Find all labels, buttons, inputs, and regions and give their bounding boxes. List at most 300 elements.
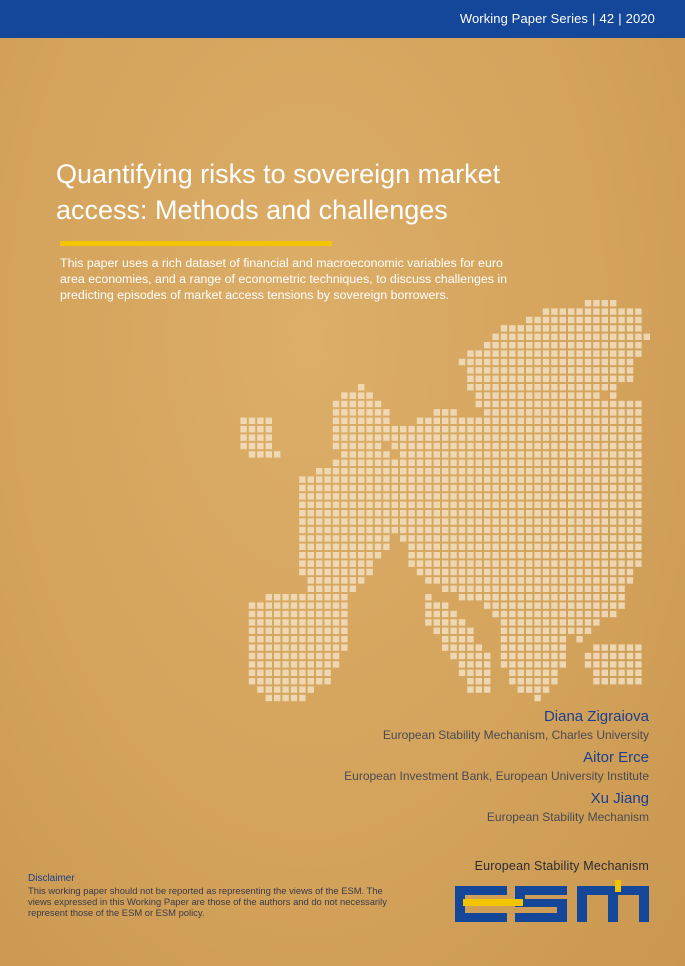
map-dot	[450, 510, 456, 516]
map-dot	[627, 342, 633, 348]
map-dot	[526, 535, 532, 541]
map-dot	[366, 569, 372, 575]
map-dot	[560, 502, 566, 508]
map-dot	[459, 544, 465, 550]
map-dot	[417, 468, 423, 474]
map-dot	[518, 493, 524, 499]
map-dot	[560, 468, 566, 474]
map-dot	[492, 586, 498, 592]
map-dot	[392, 426, 398, 432]
map-dot	[576, 418, 582, 424]
map-dot	[392, 476, 398, 482]
map-dot	[408, 502, 414, 508]
map-dot	[476, 426, 482, 432]
map-dot	[459, 485, 465, 491]
map-dot	[518, 426, 524, 432]
map-dot	[316, 569, 322, 575]
map-dot	[576, 502, 582, 508]
map-dot	[249, 611, 255, 617]
map-dot	[375, 502, 381, 508]
map-dot	[602, 560, 608, 566]
map-dot	[417, 460, 423, 466]
map-dot	[341, 510, 347, 516]
map-dot	[610, 644, 616, 650]
map-dot	[518, 577, 524, 583]
map-dot	[333, 644, 339, 650]
map-dot	[593, 602, 599, 608]
map-dot	[501, 376, 507, 382]
map-dot	[610, 451, 616, 457]
map-dot	[492, 485, 498, 491]
map-dot	[375, 460, 381, 466]
map-dot	[618, 367, 624, 373]
map-dot	[492, 434, 498, 440]
map-dot	[635, 493, 641, 499]
map-dot	[400, 493, 406, 499]
map-dot	[299, 527, 305, 533]
map-dot	[518, 460, 524, 466]
map-dot	[602, 485, 608, 491]
map-dot	[350, 527, 356, 533]
map-dot	[576, 577, 582, 583]
map-dot	[442, 552, 448, 558]
map-dot	[450, 552, 456, 558]
map-dot	[568, 409, 574, 415]
map-dot	[560, 334, 566, 340]
map-dot	[408, 493, 414, 499]
map-dot	[375, 443, 381, 449]
map-dot	[568, 510, 574, 516]
map-dot	[291, 636, 297, 642]
map-dot	[568, 376, 574, 382]
map-dot	[442, 434, 448, 440]
map-dot	[350, 577, 356, 583]
map-dot	[450, 518, 456, 524]
map-dot	[341, 476, 347, 482]
map-dot	[551, 552, 557, 558]
map-dot	[249, 434, 255, 440]
map-dot	[476, 577, 482, 583]
map-dot	[560, 426, 566, 432]
map-dot	[282, 628, 288, 634]
map-dot	[560, 342, 566, 348]
map-dot	[585, 300, 591, 306]
map-dot	[450, 426, 456, 432]
map-dot	[568, 552, 574, 558]
map-dot	[585, 334, 591, 340]
map-dot	[425, 485, 431, 491]
map-dot	[383, 535, 389, 541]
map-dot	[551, 359, 557, 365]
map-dot	[492, 476, 498, 482]
map-dot	[476, 686, 482, 692]
map-dot	[602, 544, 608, 550]
map-dot	[492, 350, 498, 356]
map-dot	[492, 468, 498, 474]
map-dot	[274, 602, 280, 608]
map-dot	[560, 611, 566, 617]
map-dot	[459, 560, 465, 566]
map-dot	[610, 460, 616, 466]
map-dot	[618, 401, 624, 407]
map-dot	[618, 359, 624, 365]
map-dot	[417, 418, 423, 424]
map-dot	[627, 334, 633, 340]
map-dot	[551, 468, 557, 474]
map-dot	[476, 350, 482, 356]
map-dot	[610, 342, 616, 348]
map-dot	[459, 661, 465, 667]
map-dot	[635, 317, 641, 323]
map-dot	[333, 611, 339, 617]
map-dot	[375, 468, 381, 474]
map-dot	[526, 628, 532, 634]
map-dot	[509, 644, 515, 650]
map-dot	[308, 678, 314, 684]
map-dot	[618, 493, 624, 499]
map-dot	[467, 552, 473, 558]
map-dot	[291, 611, 297, 617]
map-dot	[299, 485, 305, 491]
map-dot	[543, 510, 549, 516]
map-dot	[492, 451, 498, 457]
map-dot	[442, 602, 448, 608]
map-dot	[366, 560, 372, 566]
map-dot	[467, 670, 473, 676]
map-dot	[618, 544, 624, 550]
map-dot	[526, 678, 532, 684]
map-dot	[492, 560, 498, 566]
map-dot	[576, 325, 582, 331]
map-dot	[551, 644, 557, 650]
map-dot	[501, 510, 507, 516]
map-dot	[534, 468, 540, 474]
map-dot	[602, 468, 608, 474]
map-dot	[610, 443, 616, 449]
map-dot	[324, 535, 330, 541]
map-dot	[576, 476, 582, 482]
map-dot	[257, 418, 263, 424]
map-dot	[324, 518, 330, 524]
map-dot	[509, 535, 515, 541]
map-dot	[308, 560, 314, 566]
map-dot	[576, 493, 582, 499]
map-dot	[467, 577, 473, 583]
map-dot	[560, 569, 566, 575]
map-dot	[492, 518, 498, 524]
map-dot	[442, 560, 448, 566]
map-dot	[560, 518, 566, 524]
map-dot	[585, 569, 591, 575]
map-dot	[509, 518, 515, 524]
map-dot	[518, 653, 524, 659]
map-dot	[576, 443, 582, 449]
map-dot	[459, 594, 465, 600]
map-dot	[341, 418, 347, 424]
map-dot	[240, 426, 246, 432]
map-dot	[585, 460, 591, 466]
map-dot	[560, 485, 566, 491]
map-dot	[476, 569, 482, 575]
map-dot	[467, 367, 473, 373]
map-dot	[442, 527, 448, 533]
map-dot	[341, 443, 347, 449]
map-dot	[476, 518, 482, 524]
map-dot	[257, 661, 263, 667]
map-dot	[274, 594, 280, 600]
map-dot	[526, 342, 532, 348]
map-dot	[459, 527, 465, 533]
map-dot	[366, 527, 372, 533]
map-dot	[442, 493, 448, 499]
map-dot	[476, 586, 482, 592]
map-dot	[543, 661, 549, 667]
map-dot	[518, 325, 524, 331]
map-dot	[324, 628, 330, 634]
map-dot	[333, 560, 339, 566]
map-dot	[568, 392, 574, 398]
map-dot	[501, 644, 507, 650]
map-dot	[282, 678, 288, 684]
map-dot	[618, 569, 624, 575]
map-dot	[316, 502, 322, 508]
map-dot	[358, 476, 364, 482]
map-dot	[501, 384, 507, 390]
map-dot	[518, 644, 524, 650]
map-dot	[484, 560, 490, 566]
map-dot	[585, 628, 591, 634]
map-dot	[459, 577, 465, 583]
map-dot	[509, 619, 515, 625]
map-dot	[560, 409, 566, 415]
map-dot	[526, 544, 532, 550]
map-dot	[534, 334, 540, 340]
map-dot	[350, 569, 356, 575]
map-dot	[534, 418, 540, 424]
map-dot	[568, 602, 574, 608]
map-dot	[551, 628, 557, 634]
map-dot	[459, 535, 465, 541]
map-dot	[543, 334, 549, 340]
map-dot	[526, 350, 532, 356]
map-dot	[551, 502, 557, 508]
map-dot	[274, 653, 280, 659]
map-dot	[635, 476, 641, 482]
map-dot	[509, 434, 515, 440]
map-dot	[576, 350, 582, 356]
map-dot	[333, 460, 339, 466]
map-dot	[341, 392, 347, 398]
map-dot	[375, 401, 381, 407]
map-dot	[585, 401, 591, 407]
map-dot	[526, 611, 532, 617]
map-dot	[509, 384, 515, 390]
map-dot	[316, 594, 322, 600]
map-dot	[526, 686, 532, 692]
map-dot	[257, 602, 263, 608]
map-dot	[501, 569, 507, 575]
map-dot	[509, 611, 515, 617]
map-dot	[526, 426, 532, 432]
map-dot	[501, 527, 507, 533]
map-dot	[492, 426, 498, 432]
map-dot	[585, 392, 591, 398]
map-dot	[585, 359, 591, 365]
map-dot	[299, 502, 305, 508]
map-dot	[266, 451, 272, 457]
map-dot	[434, 451, 440, 457]
map-dot	[526, 636, 532, 642]
map-dot	[266, 678, 272, 684]
map-dot	[383, 527, 389, 533]
map-dot	[434, 611, 440, 617]
map-dot	[585, 367, 591, 373]
map-dot	[560, 644, 566, 650]
map-dot	[366, 468, 372, 474]
map-dot	[476, 661, 482, 667]
map-dot	[492, 334, 498, 340]
map-dot	[425, 577, 431, 583]
map-dot	[585, 485, 591, 491]
map-dot	[534, 602, 540, 608]
map-dot	[593, 661, 599, 667]
map-dot	[576, 510, 582, 516]
map-dot	[526, 493, 532, 499]
map-dot	[299, 552, 305, 558]
map-dot	[568, 594, 574, 600]
map-dot	[576, 401, 582, 407]
map-dot	[308, 518, 314, 524]
map-dot	[534, 367, 540, 373]
map-dot	[299, 535, 305, 541]
map-dot	[501, 334, 507, 340]
esm-logo-icon	[455, 880, 653, 926]
map-dot	[585, 552, 591, 558]
map-dot	[291, 602, 297, 608]
map-dot	[484, 653, 490, 659]
map-dot	[467, 518, 473, 524]
map-dot	[341, 628, 347, 634]
map-dot	[610, 518, 616, 524]
map-dot	[610, 661, 616, 667]
map-dot	[366, 544, 372, 550]
map-dot	[442, 586, 448, 592]
map-dot	[635, 342, 641, 348]
map-dot	[324, 468, 330, 474]
map-dot	[593, 443, 599, 449]
map-dot	[602, 653, 608, 659]
map-dot	[627, 552, 633, 558]
disclaimer-heading: Disclaimer	[28, 873, 75, 884]
map-dot	[308, 569, 314, 575]
map-dot	[442, 485, 448, 491]
map-dot	[602, 586, 608, 592]
map-dot	[551, 560, 557, 566]
map-dot	[341, 434, 347, 440]
map-dot	[366, 434, 372, 440]
map-dot	[383, 460, 389, 466]
map-dot	[509, 510, 515, 516]
map-dot	[467, 594, 473, 600]
map-dot	[534, 518, 540, 524]
map-dot	[467, 653, 473, 659]
map-dot	[543, 401, 549, 407]
map-dot	[526, 359, 532, 365]
map-dot	[425, 535, 431, 541]
map-dot	[434, 619, 440, 625]
map-dot	[568, 468, 574, 474]
map-dot	[333, 594, 339, 600]
map-dot	[576, 611, 582, 617]
map-dot	[543, 342, 549, 348]
map-dot	[358, 451, 364, 457]
map-dot	[568, 434, 574, 440]
map-dot	[476, 460, 482, 466]
map-dot	[644, 334, 650, 340]
map-dot	[635, 325, 641, 331]
map-dot	[618, 485, 624, 491]
map-dot	[341, 451, 347, 457]
map-dot	[610, 493, 616, 499]
map-dot	[534, 460, 540, 466]
map-dot	[509, 476, 515, 482]
map-dot	[627, 409, 633, 415]
map-dot	[417, 451, 423, 457]
map-dot	[534, 594, 540, 600]
map-dot	[366, 535, 372, 541]
map-dot	[518, 359, 524, 365]
map-dot	[610, 426, 616, 432]
map-dot	[593, 418, 599, 424]
map-dot	[518, 401, 524, 407]
map-dot	[308, 611, 314, 617]
map-dot	[568, 443, 574, 449]
map-dot	[392, 527, 398, 533]
map-dot	[476, 594, 482, 600]
esm-caption: European Stability Mechanism	[474, 859, 649, 873]
map-dot	[459, 628, 465, 634]
map-dot	[534, 535, 540, 541]
map-dot	[551, 376, 557, 382]
authors-block	[229, 708, 649, 831]
map-dot	[635, 535, 641, 541]
map-dot	[459, 586, 465, 592]
map-dot	[576, 468, 582, 474]
map-dot	[593, 468, 599, 474]
map-dot	[593, 434, 599, 440]
map-dot	[534, 485, 540, 491]
map-dot	[568, 418, 574, 424]
map-dot	[492, 342, 498, 348]
map-dot	[585, 443, 591, 449]
map-dot	[560, 476, 566, 482]
map-dot	[518, 350, 524, 356]
map-dot	[442, 569, 448, 575]
separator: |	[618, 11, 622, 26]
map-dot	[534, 636, 540, 642]
map-dot	[434, 493, 440, 499]
map-dot	[358, 510, 364, 516]
map-dot	[610, 485, 616, 491]
map-dot	[593, 384, 599, 390]
map-dot	[501, 493, 507, 499]
map-dot	[627, 560, 633, 566]
map-dot	[249, 619, 255, 625]
map-dot	[543, 527, 549, 533]
map-dot	[593, 367, 599, 373]
map-dot	[518, 661, 524, 667]
map-dot	[534, 619, 540, 625]
